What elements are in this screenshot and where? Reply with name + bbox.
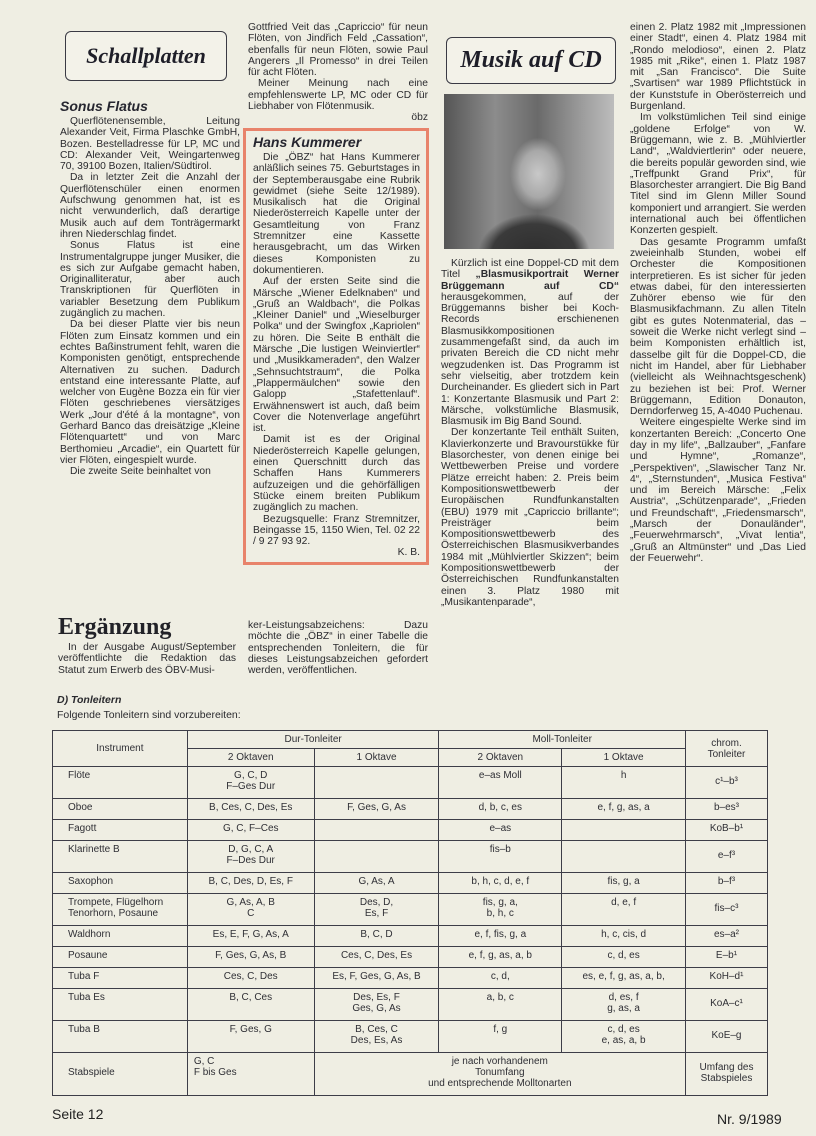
paragraph: Der konzertante Teil enthält Suiten, Klavierkonzerte und Bravourstükke für Blasorchester, von denen einige bei Wettbewerben Preise und vordere Plätze erreicht haben: 2. Preis beim Kompositionswettbewerb der Europäischen Rundfunkanstalten (EBU) 1979 mit „Capriccio brillante“; Preisträger beim Kompositionswettbewerb des Österreichischen Blasmusikverbandes 1984 mit „Mühlviertler Skizzen“; beim Kompositionswettbewerb der Österreichischen Rundfunkanstalten einen 3. Platz 1980 mit „Musikantenparade“, bbox=[441, 427, 619, 608]
cell-chrom: b–es³ bbox=[685, 799, 767, 820]
paragraph: ker-Leistungsabzeichens: Dazu möchte die „ÖBZ“ in einer Tabelle die entsprechenden Tonleitern, die für dieses Leistungsabzeichen gefordert werden, veröffentlichen. bbox=[248, 620, 428, 677]
cell-dur1: Ces, C, Des, Es bbox=[314, 947, 439, 968]
paragraph: In der Ausgabe August/September veröffentlichte die Redaktion das Statut zum Erwerb des ÖBV-Musi- bbox=[58, 642, 236, 676]
paragraph: Da bei dieser Platte vier bis neun Flöten zum Einsatz kommen und ein echtes Baßinstrument fehlt, waren die Komponisten genötigt, entsprechende Alternativen zu suchen. Dadurch entstand eine interessante Platte, auf welcher von Eugène Bozza ein für vier Flöten geschriebenes viersätziges Werk „Jour d'été á la montagne“, von Gerhard Banco das dreisätzige „Kleine Flötenquartett“ und von Marc Berthomieu „Arcadie“, ein Quartett für vier Flöten, eingespielt wurde. bbox=[60, 319, 240, 466]
table-row bbox=[53, 820, 768, 841]
section-title-musik-auf-cd bbox=[446, 37, 616, 84]
table-row bbox=[53, 841, 768, 873]
cell-chrom: b–f³ bbox=[685, 873, 767, 894]
cell-moll2: e, f, fis, g, a bbox=[439, 926, 562, 947]
cell-chrom: e–f³ bbox=[685, 841, 767, 873]
cell-dur2: G, C, D F–Ges Dur bbox=[187, 767, 314, 799]
cell-chrom: fis–c³ bbox=[685, 894, 767, 926]
table-row bbox=[53, 1053, 768, 1096]
cell-dur1 bbox=[314, 841, 439, 873]
cell-instrument: Flöte bbox=[53, 767, 188, 799]
cell-moll1: c, d, es e, as, a, b bbox=[562, 1021, 686, 1053]
cell-moll2: fis–b bbox=[439, 841, 562, 873]
cell-dur2: D, G, C, A F–Des Dur bbox=[187, 841, 314, 873]
cell-dur2: G, C, F–Ces bbox=[187, 820, 314, 841]
cell-dur1: B, Ces, C Des, Es, As bbox=[314, 1021, 439, 1053]
cell-moll1 bbox=[562, 820, 686, 841]
cell-dur1: Des, Es, F Ges, G, As bbox=[314, 989, 439, 1021]
cell-moll2: d, b, c, es bbox=[439, 799, 562, 820]
section-title-text: Schallplatten bbox=[86, 43, 206, 68]
cell-stabspiele-dur2: G, C F bis Ges bbox=[187, 1053, 314, 1096]
paragraph: Das gesamte Programm umfaßt zweieinhalb Stunden, wobei elf Orchester die Kompositionen interpretieren. Es ist sicher für jeden etwas dabei, für den interessierten Zuhörer ebenso wie für den Blasmusikfachmann. Zu allen Titeln gibt es gutes Notenmaterial, das – soweit die Werke nicht verlegt sind – beim Komponisten erhältlich ist, dasselbe gilt für die Doppel-CD, die nicht im Handel, aber für Liebhaber (vielleicht als Weihnachtsgeschenk) zu beziehen ist bei: Prof. Werner Brüggemann, Edition Donauton, Derndorferweg 15, A-4040 Puchenau. bbox=[630, 236, 806, 418]
header-dur-1-oct: 1 Oktave bbox=[314, 749, 439, 767]
cell-dur2: F, Ges, G bbox=[187, 1021, 314, 1053]
lower-section bbox=[0, 614, 816, 1136]
cell-moll2: e–as Moll bbox=[439, 767, 562, 799]
cell-dur2: Es, E, F, G, As, A bbox=[187, 926, 314, 947]
table-row bbox=[53, 989, 768, 1021]
cell-moll1 bbox=[562, 841, 686, 873]
cell-instrument: Tuba F bbox=[53, 968, 188, 989]
cell-dur2: B, C, Des, D, Es, F bbox=[187, 873, 314, 894]
cell-chrom: KoH–d¹ bbox=[685, 968, 767, 989]
cell-dur1: Des, D, Es, F bbox=[314, 894, 439, 926]
header-chrom: chrom. Tonleiter bbox=[685, 731, 767, 767]
cell-instrument: Posaune bbox=[53, 947, 188, 968]
cell-moll2: fis, g, a, b, h, c bbox=[439, 894, 562, 926]
cell-moll1: d, es, f g, as, a bbox=[562, 989, 686, 1021]
cell-chrom: KoA–c¹ bbox=[685, 989, 767, 1021]
kummerer-box bbox=[243, 128, 429, 565]
scales-table bbox=[52, 730, 768, 1096]
header-moll: Moll-Tonleiter bbox=[439, 731, 686, 749]
cell-chrom: KoB–b¹ bbox=[685, 820, 767, 841]
section-title-schallplatten bbox=[65, 31, 227, 81]
table-row bbox=[53, 926, 768, 947]
tonleitern-intro: Folgende Tonleitern sind vorzubereiten: bbox=[57, 709, 241, 721]
cell-dur1 bbox=[314, 767, 439, 799]
paragraph: Meiner Meinung nach eine empfehlenswerte LP, MC oder CD für Liebhaber von Flötenmusik. bbox=[248, 78, 428, 113]
table-row bbox=[53, 968, 768, 989]
ergaenzung-heading: Ergänzung bbox=[58, 614, 172, 640]
article-heading: Hans Kummerer bbox=[253, 134, 362, 150]
cell-instrument: Saxophon bbox=[53, 873, 188, 894]
cell-dur2: B, C, Ces bbox=[187, 989, 314, 1021]
paragraph: Querflötenensemble, Leitung Alexander Veit, Firma Plaschke GmbH, Bozen. Bestelladresse für LP, MC und CD: Alexander Veit, Weingartenweg 70, 39100 Bozen, Italien/Südtirol. bbox=[60, 116, 240, 173]
header-moll-2-oct: 2 Oktaven bbox=[439, 749, 562, 767]
table-row bbox=[53, 894, 768, 926]
table-row bbox=[53, 873, 768, 894]
cell-dur1: G, As, A bbox=[314, 873, 439, 894]
paragraph: Gottfried Veit das „Capriccio“ für neun Flöten, von Jindřich Feld „Cassation“, ebenfalls für neun Flöten, sowie Paul Angerers „Il Promesso“ in drei Teilen für acht Flöten. bbox=[248, 22, 428, 79]
paragraph: Die zweite Seite beinhaltet von bbox=[70, 466, 211, 478]
cell-dur1: Es, F, Ges, G, As, B bbox=[314, 968, 439, 989]
cell-moll1: h bbox=[562, 767, 686, 799]
signature-row bbox=[248, 112, 428, 123]
paragraph: Sonus Flatus ist eine Instrumentalgruppe junger Musiker, die es sich zur Aufgabe gemacht haben, Originalliteratur, aber auch Transkriptionen für Querflöten in variabler Besetzung dem Publikum zugänglich zu machen. bbox=[60, 240, 240, 320]
cell-moll1: c, d, es bbox=[562, 947, 686, 968]
paragraph: einen 2. Platz 1982 mit „Impressionen einer Stadt“, einen 4. Platz 1984 mit „Rondo melodioso“, einen 2. Platz 1985 mit „Rike“, einen 1. Platz 1987 mit „San Francisco“. Die Suite „Svartisen“ war 1989 Pflichtstück in der Kunststufe in Oberösterreich und Burgenland. bbox=[630, 22, 806, 113]
cell-chrom: E–b¹ bbox=[685, 947, 767, 968]
cell-instrument: Tuba B bbox=[53, 1021, 188, 1053]
table-row bbox=[53, 767, 768, 799]
cell-stabspiele-chrom: Umfang des Stabspieles bbox=[685, 1053, 767, 1096]
section-title-text: Musik auf CD bbox=[460, 47, 602, 73]
paragraph bbox=[441, 258, 619, 427]
cell-instrument: Trompete, Flügelhorn Tenorhorn, Posaune bbox=[53, 894, 188, 926]
signature: öbz bbox=[411, 112, 428, 124]
cell-chrom: es–a² bbox=[685, 926, 767, 947]
cell-dur1 bbox=[314, 820, 439, 841]
cd-article-continuation bbox=[630, 22, 806, 564]
paragraph: Die „ÖBZ“ hat Hans Kummerer anläßlich seines 75. Geburtstages in der Septemberausgabe eine Rubrik gewidmet (siehe Seite 12/1989). Musikalisch hat die Original Niederösterreich Kapelle unter der Gesamtleitung von Franz Stremnitzer eine Kassette herausgebracht, um das Wirken dieses Komponisten zu dokumentieren. bbox=[253, 152, 420, 276]
cell-moll1: h, c, cis, d bbox=[562, 926, 686, 947]
table-row bbox=[53, 947, 768, 968]
header-instrument: Instrument bbox=[53, 731, 188, 767]
signature: K. B. bbox=[397, 547, 420, 559]
cell-dur2: B, Ces, C, Des, Es bbox=[187, 799, 314, 820]
cell-dur2: Ces, C, Des bbox=[187, 968, 314, 989]
issue-number: Nr. 9/1989 bbox=[717, 1111, 782, 1127]
paragraph: Bezugsquelle: Franz Stremnitzer, Beingasse 15, 1150 Wien, Tel. 02 22 / 9 27 93 92. bbox=[253, 513, 420, 548]
cell-dur1: F, Ges, G, As bbox=[314, 799, 439, 820]
signature-row bbox=[253, 547, 420, 558]
header-moll-1-oct: 1 Oktave bbox=[562, 749, 686, 767]
cell-moll1: e, f, g, as, a bbox=[562, 799, 686, 820]
paragraph: Da in letzter Zeit die Anzahl der Querflötenschüler einen enormen Aufschwung genommen hat, ist es nicht verwunderlich, daß derartige Musik auch auf dem Tonträgermarkt ihren Niederschlag findet. bbox=[60, 172, 240, 240]
cell-chrom: KoE–g bbox=[685, 1021, 767, 1053]
article-heading: Sonus Flatus bbox=[60, 98, 148, 114]
cell-moll2: e–as bbox=[439, 820, 562, 841]
tonleitern-subheading: D) Tonleitern bbox=[57, 694, 122, 706]
cell-moll2: b, h, c, d, e, f bbox=[439, 873, 562, 894]
cell-instrument: Fagott bbox=[53, 820, 188, 841]
header-dur: Dur-Tonleiter bbox=[187, 731, 439, 749]
cell-instrument: Waldhorn bbox=[53, 926, 188, 947]
cell-moll1: es, e, f, g, as, a, b, bbox=[562, 968, 686, 989]
portrait-photo bbox=[444, 94, 614, 249]
paragraph: Im volkstümlichen Teil sind einige „goldene Erfolge“ von W. Brüggemann, wie z. B. „Mühlviertler Land“, „Waldviertlerin“ oder neuere, die bereits populär geworden sind, wie „Treffpunkt Grand Prix“, für Blasorchester arrangiert. Die Big Band Titel sind im Glenn Miller Sound komponiert und arrangiert. Sie werden international auch bei öffentlichen Konzerten gespielt. bbox=[630, 112, 806, 237]
cell-moll2: f, g bbox=[439, 1021, 562, 1053]
cell-moll2: c, d, bbox=[439, 968, 562, 989]
cell-instrument: Tuba Es bbox=[53, 989, 188, 1021]
cell-instrument: Klarinette B bbox=[53, 841, 188, 873]
text: Kürzlich ist eine Doppel-CD mit dem Titel bbox=[441, 258, 619, 281]
cell-instrument: Oboe bbox=[53, 799, 188, 820]
header-dur-2-oct: 2 Oktaven bbox=[187, 749, 314, 767]
cell-stabspiele-instrument: Stabspiele bbox=[53, 1053, 188, 1096]
cell-moll2: e, f, g, as, a, b bbox=[439, 947, 562, 968]
sonus-flatus-continuation bbox=[248, 22, 428, 124]
cd-title: „Blasmusikportrait Werner Brüggemann auf CD“ bbox=[441, 269, 619, 292]
ergaenzung-col2 bbox=[248, 620, 428, 676]
paragraph: Damit ist es der Original Niederösterreich Kapelle gelungen, einen Querschnitt durch das Schaffen Hans Kummerers aufzuzeigen und die gehörfälligen Stücke einem breiten Publikum zugänglich zu machen. bbox=[253, 434, 420, 514]
ergaenzung-col1 bbox=[58, 642, 236, 676]
cell-chrom: c¹–b³ bbox=[685, 767, 767, 799]
page-number: Seite 12 bbox=[52, 1106, 104, 1122]
text: herausgekommen, auf der Brüggemanns bisher bei Koch-Records erschienenen Blasmusikkompositionen zusammengefaßt sind, da auch im privaten Bereich die CD nicht mehr wegzudenken ist. Das Programm ist sehr vielseitig, aber trotzdem kein Durcheinander. Es gliedert sich in Part 1: Konzertante Blasmusik und Part 2: Märsche, volkstümliche Blasmusik, Blasmusik im Big Band Sound. bbox=[441, 291, 619, 428]
paragraph: Weitere eingespielte Werke sind im konzertanten Bereich: „Concerto One day in my life“, „Ballzauber“, „Fanfare und Hymne“, „Romanze“, „Perspektiven“, „Slawischer Tanz Nr. 4“, „Sternstunden“, „Musica Festiva“ und im Bereich Märsche: „Felix Austria“, „Schützenparade“, „Frieden und Freundschaft“, „Friedensmarsch“, „Marsch der Donauländer“, „Feuerwehrmarsch“, „Vivat lentia“, „Gruß an Altmünster“ und „Das Lied der Feuerwehr“. bbox=[630, 417, 806, 564]
cell-dur2: G, As, A, B C bbox=[187, 894, 314, 926]
cell-moll1: fis, g, a bbox=[562, 873, 686, 894]
cell-stabspiele-span: je nach vorhandenem Tonumfang und entsprechende Molltonarten bbox=[314, 1053, 685, 1096]
table-row bbox=[53, 799, 768, 820]
cell-dur1: B, C, D bbox=[314, 926, 439, 947]
table-row bbox=[53, 1021, 768, 1053]
cd-article bbox=[441, 258, 619, 608]
paragraph: Auf der ersten Seite sind die Märsche „Wiener Edelknaben“ und „Gruß an Waldbach“, die Polkas „Kleiner Daniel“ und „Wieselburger Polka“ und der Swingfox „Kapriolen“ zu hören. Die Seite B enthält die Märsche „Die lustigen Weinviertler“ und „Musikkameraden“, den Walzer „Sehnsuchtstraum“, die Polka „Plappermäulchen“ sowie den Galopp „Stafettenlauf“. Erwähnenswert ist auch, daß beim Cover die Notenverlage angeführt ist. bbox=[253, 276, 420, 435]
cell-moll1: d, e, f bbox=[562, 894, 686, 926]
cell-moll2: a, b, c bbox=[439, 989, 562, 1021]
sonus-flatus-article bbox=[60, 98, 240, 478]
cell-dur2: F, Ges, G, As, B bbox=[187, 947, 314, 968]
